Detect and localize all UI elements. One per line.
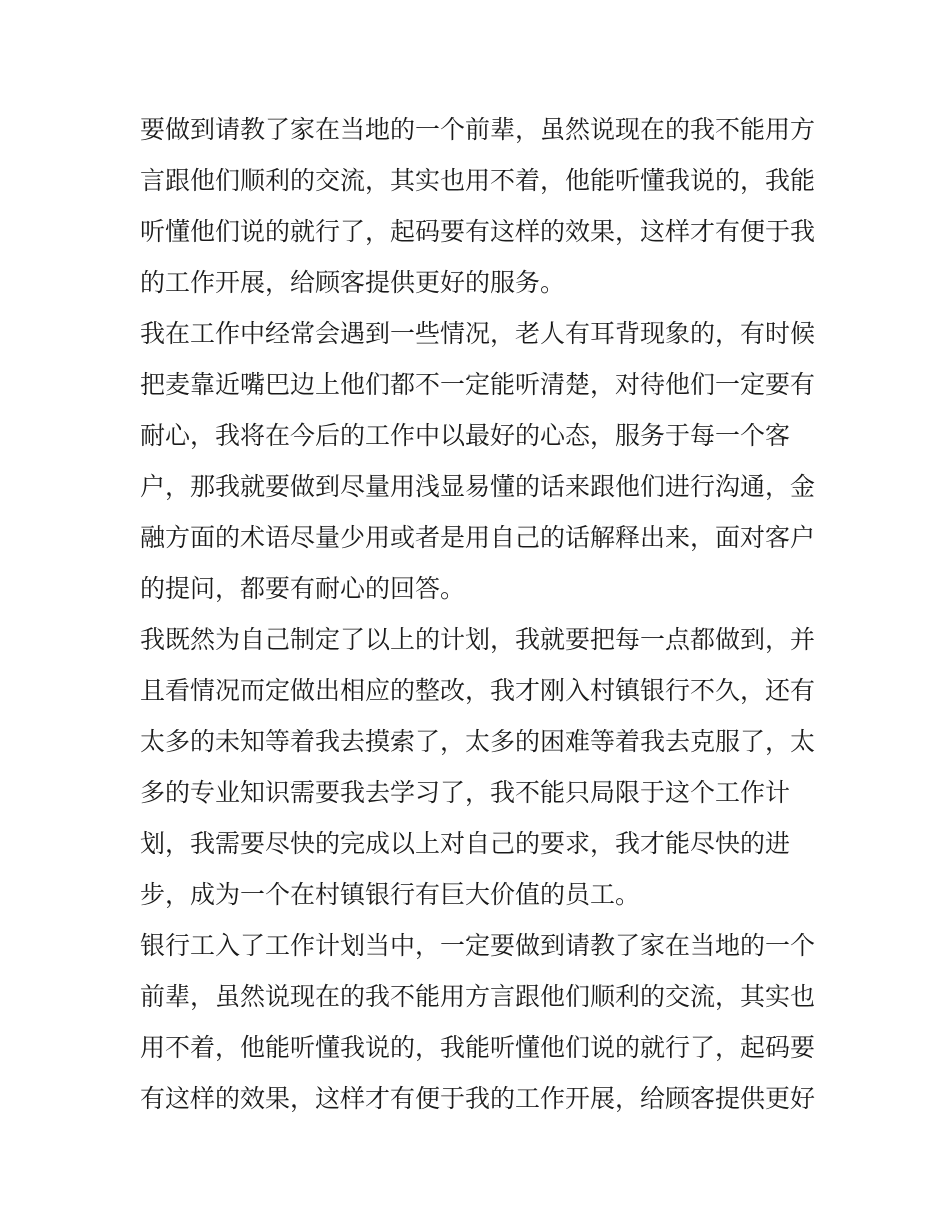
text-line: 我既然为自己制定了以上的计划，我就要把每一点都做到，并 [140, 625, 816, 654]
text-line: 多的专业知识需要我去学习了，我不能只局限于这个工作计 [140, 778, 791, 807]
text-line: 有这样的效果，这样才有便于我的工作开展，给顾客提供更好 [140, 1084, 816, 1113]
text-line: 划，我需要尽快的完成以上对自己的要求，我才能尽快的进 [140, 829, 791, 858]
text-line: 太多的未知等着我去摸索了，太多的困难等着我去克服了，太 [140, 727, 816, 756]
text-line: 步，成为一个在村镇银行有巨大价值的员工。 [140, 880, 641, 909]
text-line: 前辈，虽然说现在的我不能用方言跟他们顺利的交流，其实也 [140, 982, 816, 1011]
text-line: 且看情况而定做出相应的整改，我才刚入村镇银行不久，还有 [140, 676, 816, 705]
text-line: 耐心，我将在今后的工作中以最好的心态，服务于每一个客 [140, 421, 791, 450]
text-line: 的提问，都要有耐心的回答。 [140, 574, 466, 603]
text-line: 银行工入了工作计划当中，一定要做到请教了家在当地的一个 [140, 931, 816, 960]
text-line: 言跟他们顺利的交流，其实也用不着，他能听懂我说的，我能 [140, 166, 816, 195]
text-line: 的工作开展，给顾客提供更好的服务。 [140, 268, 566, 297]
text-line: 把麦靠近嘴巴边上他们都不一定能听清楚，对待他们一定要有 [140, 370, 816, 399]
text-line: 我在工作中经常会遇到一些情况，老人有耳背现象的，有时候 [140, 319, 816, 348]
text-line: 要做到请教了家在当地的一个前辈，虽然说现在的我不能用方 [140, 115, 816, 144]
text-line: 用不着，他能听懂我说的，我能听懂他们说的就行了，起码要 [140, 1033, 816, 1062]
text-line: 户，那我就要做到尽量用浅显易懂的话来跟他们进行沟通，金 [140, 472, 816, 501]
text-line: 融方面的术语尽量少用或者是用自己的话解释出来，面对客户 [140, 523, 816, 552]
text-line: 听懂他们说的就行了，起码要有这样的效果，这样才有便于我 [140, 217, 816, 246]
